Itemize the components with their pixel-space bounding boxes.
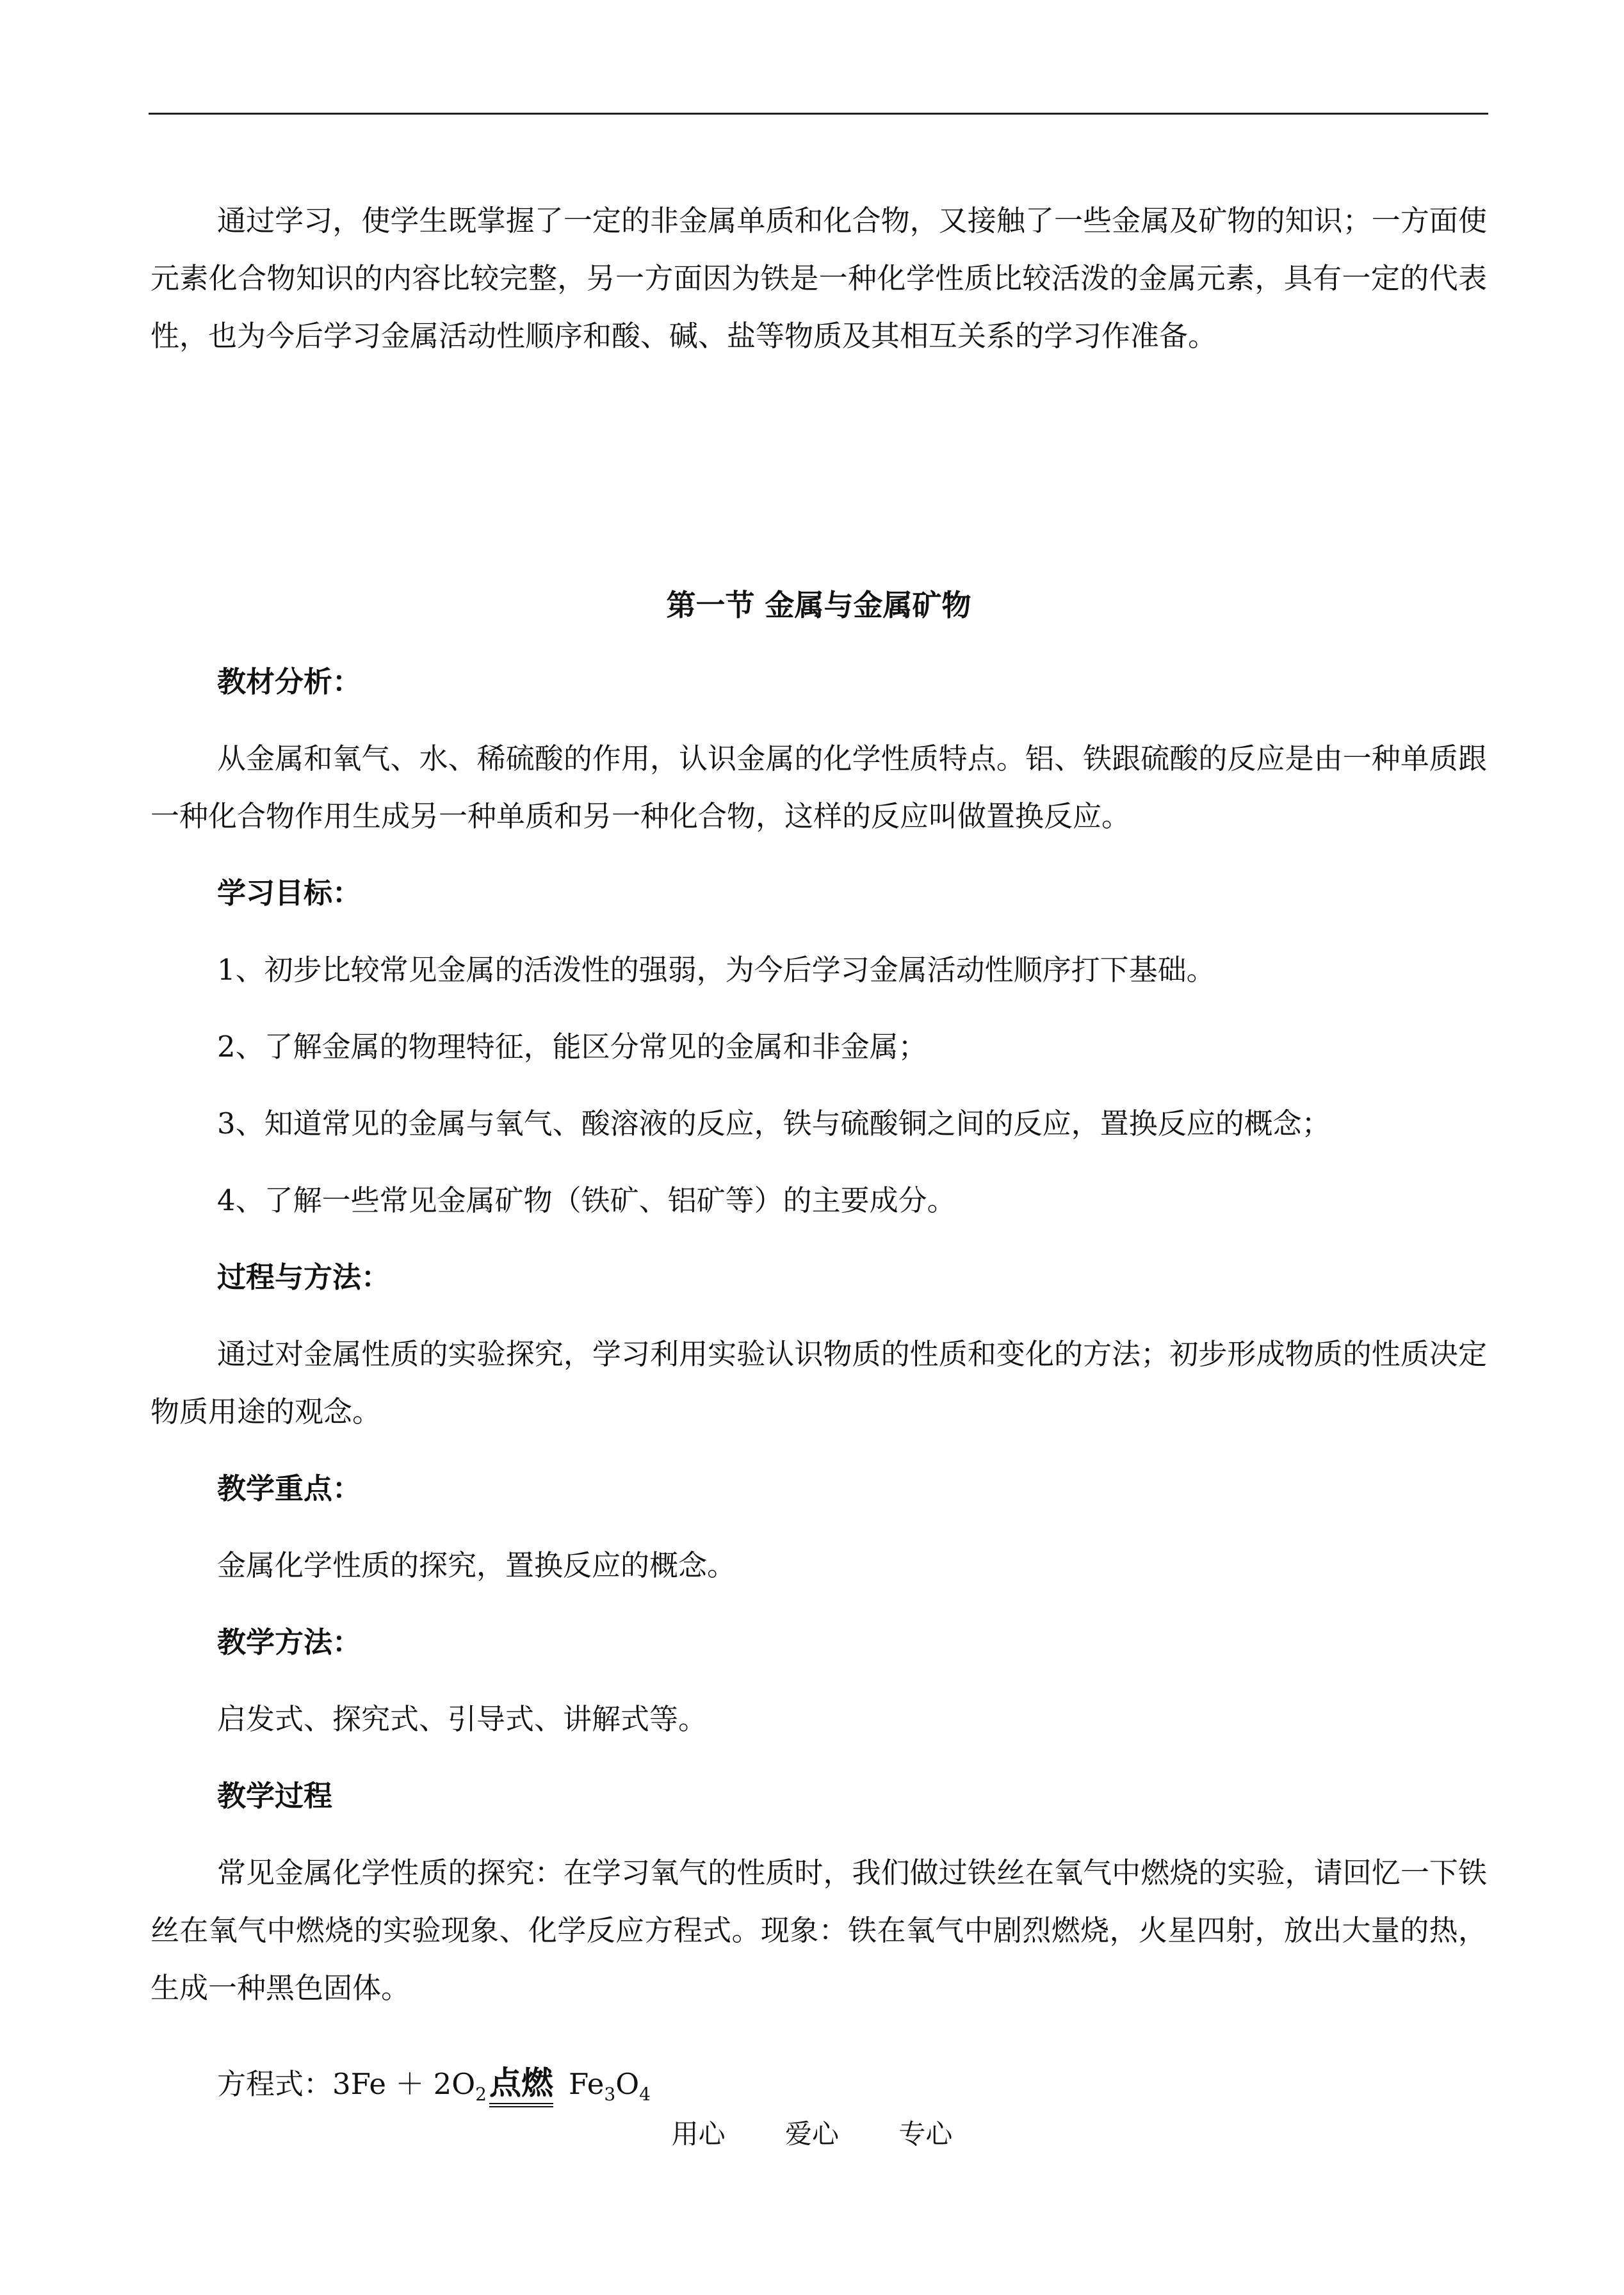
header-rule	[149, 113, 1488, 115]
section-body	[150, 653, 1487, 2123]
equation-subscript: 4	[639, 2084, 651, 2105]
equation-product-fe: Fe	[569, 2067, 605, 2101]
equation-subscript: 2	[475, 2084, 487, 2105]
document-body	[150, 192, 1487, 2105]
footer-text: 专心	[898, 2118, 953, 2150]
goals-heading: 学习目标：	[217, 876, 362, 910]
goal-item: 2、了解金属的物理特征，能区分常见的金属和非金属；	[217, 1030, 927, 1064]
material-paragraph: 从金属和氧气、水、稀硫酸的作用，认识金属的化学性质特点。铝、铁跟硫酸的反应是由一种单质跟一种化合物作用生成另一种单质和另一种化合物，这样的反应叫做置换反应。	[150, 742, 1487, 833]
goal-item: 4、了解一些常见金属矿物（铁矿、铝矿等）的主要成分。	[217, 1183, 956, 1217]
goal-item: 1、初步比较常见金属的活泼性的强弱，为今后学习金属活动性顺序打下基础。	[217, 953, 1215, 987]
equation-label: 方程式：	[217, 2067, 333, 2101]
reaction-condition: 点燃	[489, 2067, 553, 2107]
method-paragraph: 启发式、探究式、引导式、讲解式等。	[217, 1702, 708, 1736]
key-paragraph: 金属化学性质的探究，置换反应的概念。	[217, 1548, 736, 1582]
goal-item: 3、知道常见的金属与氧气、酸溶液的反应，铁与硫酸铜之间的反应，置换反应的概念；	[217, 1107, 1331, 1140]
process-heading: 过程与方法：	[217, 1260, 391, 1294]
procedure-paragraph: 常见金属化学性质的探究：在学习氧气的性质时，我们做过铁丝在氧气中燃烧的实验，请回忆一下铁丝在氧气中燃烧的实验现象、化学反应方程式。现象：铁在氧气中剧烈燃烧，火星四射，放出大量的热，生成一种黑色固体。	[150, 1856, 1487, 2005]
equation-reactants: 3Fe ＋ 2O	[332, 2067, 476, 2101]
footer-text: 爱心	[784, 2118, 839, 2150]
equation-product-o: O	[615, 2067, 640, 2101]
equation-subscript: 3	[604, 2084, 616, 2105]
key-heading: 教学重点：	[217, 1472, 362, 1505]
material-heading: 教材分析：	[217, 665, 362, 699]
footer-text: 用心	[671, 2118, 726, 2150]
process-paragraph: 通过对金属性质的实验探究，学习利用实验认识物质的性质和变化的方法；初步形成物质的性质决定物质用途的观念。	[150, 1337, 1487, 1429]
procedure-heading: 教学过程	[217, 1779, 333, 1813]
method-heading: 教学方法：	[217, 1625, 362, 1659]
section-title: 第一节 金属与金属矿物	[666, 588, 971, 622]
page-footer	[0, 2113, 1624, 2152]
intro-paragraph: 通过学习，使学生既掌握了一定的非金属单质和化合物，又接触了一些金属及矿物的知识；一方面使元素化合物知识的内容比较完整，另一方面因为铁是一种化学性质比较活泼的金属元素，具有一定的代表性，也为今后学习金属活动性顺序和酸、碱、盐等物质及其相互关系的学习作准备。	[150, 204, 1487, 353]
